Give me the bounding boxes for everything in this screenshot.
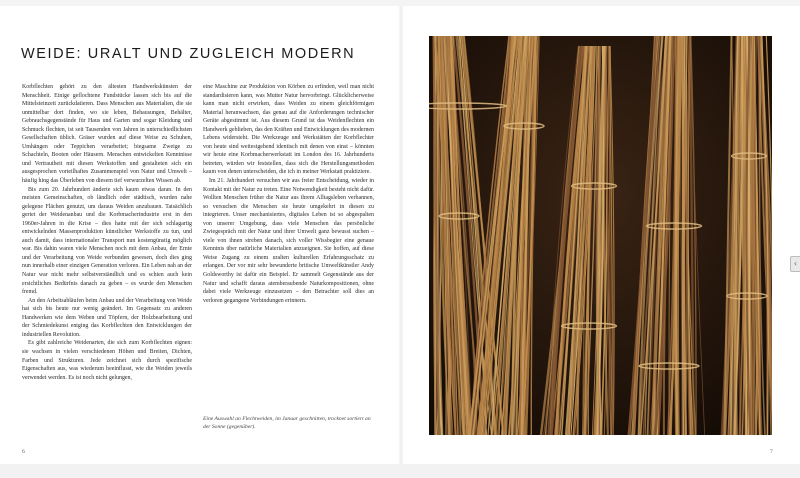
side-clip-tab[interactable]: ‹ (790, 256, 800, 272)
page-number-right: 7 (770, 449, 773, 455)
book-gutter (398, 6, 404, 464)
paragraph: Im 21. Jahrhundert versuchen wir aus freier Entscheidung, wieder in Kontakt mit der Natur zu treten. Eine Notwendigkeit besteht nicht dafür. Wollten Menschen früher die Natur aus ihrem Alltagsleben verbannen, so versuchen die Menschen sie heute umgekehrt in diesen zu integrieren. Unser mechanisiertes, digitales Leben ist so abgespalten von unserer Umgebung, dass viele Menschen das persönliche Zwiegespräch mit der Natur und ihrer Umwelt ganz bewusst suchen – viele von ihnen streben danach, sich voller Wissbegier eine genaue Kenntnis über natürliche Materialien anzueignen. Sie hoffen, auf diese Weise Zugang zu einem uralten kulturellen Erfahrungsschatz zu erlangen. Der vor mir sehr bewunderte britische Umweltkünstler Andy Goldsworthy ist dafür ein Beispiel. Er sammelt Gegenstände aus der Natur und schafft daraus atemberaubende Naturkompositionen, ohne dabei viele Werkzeuge einzusetzen – den Betrachter soll dies an verloren gegangene Verbindungen erinnern. (203, 178, 374, 304)
paragraph: An den Arbeitsabläufen beim Anbau und der Verarbeitung von Weide hat sich bis heute nur wenig geändert. Im Gegensatz zu anderen Handwerken wie dem Weben und Töpfern, der Holzbearbeitung und der Schmiedekunst entging das Korbflechten den Entwicklungen der industriellen Revolution. (22, 297, 192, 338)
text-column-left (22, 83, 192, 438)
paragraph: eine Maschine zur Produktion von Körben zu erfinden, weil man nicht standardisieren kann, was Mutter Natur hervorbringt. Glücklicherweise kann man nicht erwirken, dass Weiden zu einem gleichförmigen Material heranwachsen, das genau auf die Anforderungen technischer Geräte abgestimmt ist. Aus diesem Grund ist das Weidenflechten ein Handwerk geblieben, das den Kräften und Entwicklungen des modernen Lebens widersteht. Die Werkzeuge und Werkstätten der Korbflechter von heute sind weitestgehend identisch mit denen von einst – könnten wir heute eine Korbmacherwerkstatt im London des 16. Jahrhunderts betreten, würden wir feststellen, dass sich die Herstellungsmethoden kaum von denen unterscheiden, die ich in meiner Werkstatt praktiziere. (203, 84, 374, 176)
viewer-bottom-bar (0, 464, 800, 478)
photo-caption: Eine Auswahl an Flechtweiden, im Januar geschnitten, trocknet sortiert an der Sonne (gegenüber). (203, 416, 371, 430)
paragraph: Korbflechten gehört zu den ältesten Handwerkskünsten der Menschheit. Einige geflochtene Fundstücke lassen sich bis auf die Mittelsteinzeit zurückdatieren. Dass Menschen aus Materialien, die sie unmittelbar dort finden, wo sie leben, Behausungen, Behälter, Gebrauchsgegenstände für Haus und Garten und sogar Kleidung und Schmuck flechten, ist seit Tausenden von Jahren in unterschiedlichsten Gesellschaften üblich. Gräser wurden auf diese Weise zu Schuhen, Umhängen oder Teppichen verarbeitet; biegsame Zweige zu Schachteln, Booten oder Häusern. Menschen entwickelten Kenntnisse und Vertrautheit mit diesen Werkstoffen und gestalteten sich ein ausgesprochen vorteilhaftes Zusammenspiel von Natur und Umwelt – häufig hing das Überleben von diesem tief verwurzelten Wissen ab. (22, 84, 192, 185)
willow-bundles-photo (429, 36, 772, 435)
page-number-left: 6 (22, 449, 25, 455)
page-title: WEIDE: URALT UND ZUGLEICH MODERN (21, 45, 356, 62)
text-column-right (203, 83, 374, 373)
paragraph: Bis zum 20. Jahrhundert änderte sich kaum etwas daran. In den meisten Gemeinschaften, ob ländlich oder städtisch, wurden nahe gelegene Flächen genutzt, um daraus Weiden anzubauen. Tatsächlich geriet der Weidenanbau und die Korbmacherindustrie erst in den 1960er-Jahren in die Krise – dies hatte mit der sich schlagartig entwickelnden Massenproduktion künstlicher Werkstoffe zu tun, und auch damit, dass internationaler Transport nun kostengünstig möglich war. Bis dahin waren viele Menschen noch mit dem Anbau, der Ernte und der Verarbeitung von Weide verbunden gewesen, doch dies ging nun innerhalb einer einzigen Generation verloren. Ein Leben nah an der Natur war nicht mehr selbstverständlich und es schien auch kein ersichtliches Bedürfnis danach zu geben – es wurde den Menschen fremd. (22, 186, 192, 296)
paragraph: Es gibt zahlreiche Weidenarten, die sich zum Korbflechten eignen: sie wachsen in vielen verschiedenen Höhen und Breiten, Dichten, Farben und Strukturen. Jede zeichnet sich durch spezifische Eigenschaften aus, was wiederum beeinflusst, wie die Weiden jeweils verwendet werden. Es ist noch nicht gelungen, (22, 340, 192, 381)
